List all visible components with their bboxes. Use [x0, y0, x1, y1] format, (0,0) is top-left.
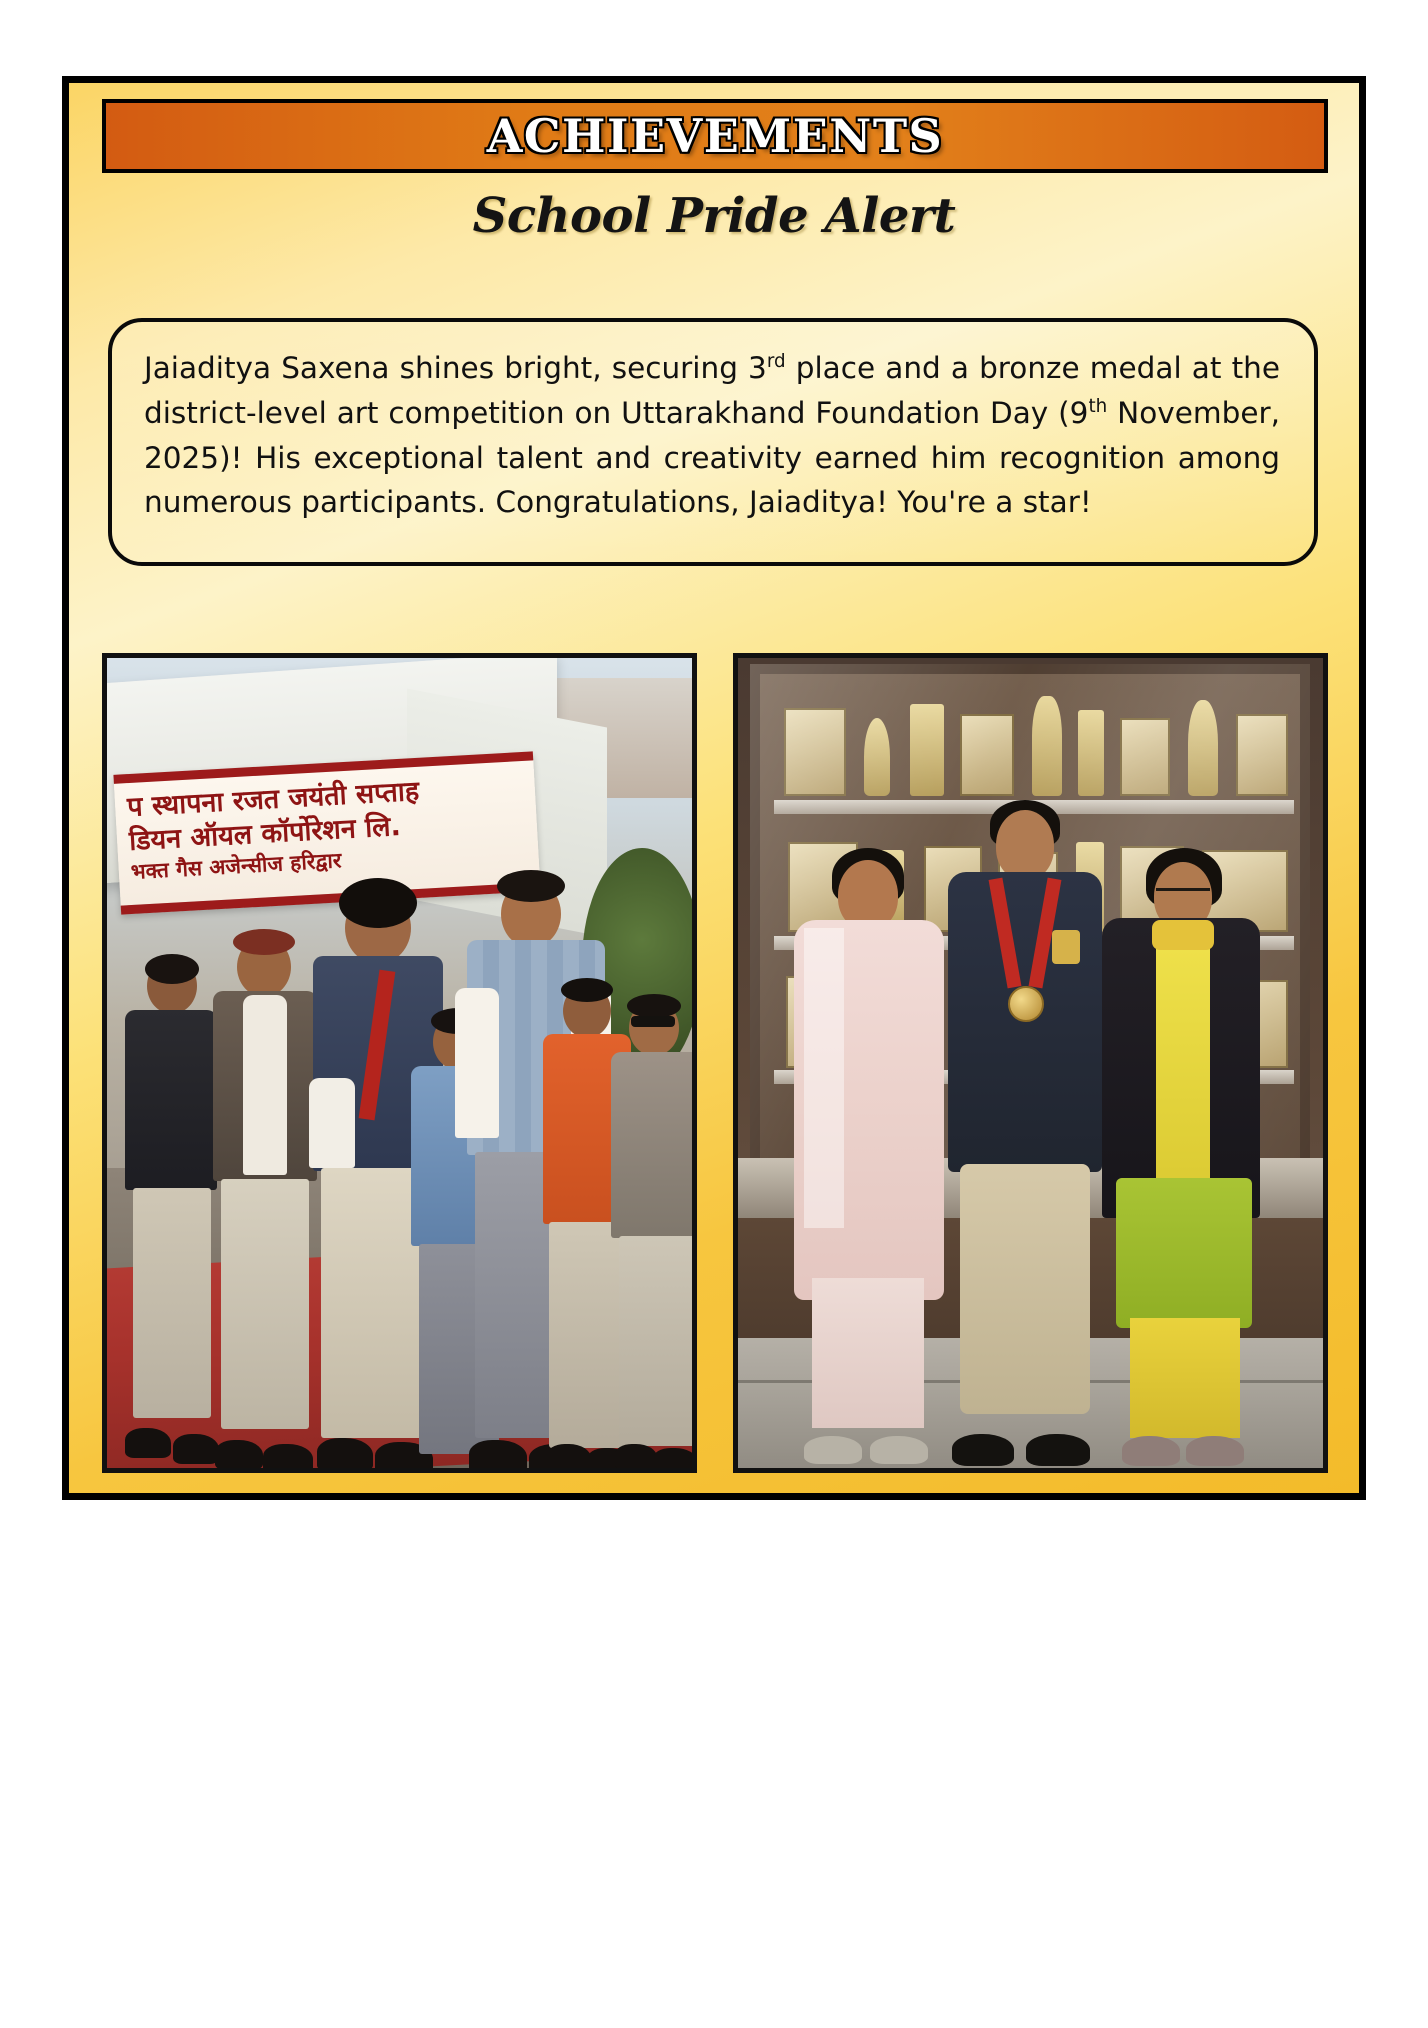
- award-plaque: [960, 714, 1014, 796]
- teacher-right-scarf: [1152, 920, 1214, 950]
- banner: [102, 99, 1328, 173]
- award-plaque: [1236, 714, 1288, 796]
- person-hair: [627, 994, 681, 1018]
- event-banner-line-2: डियन ऑयल कॉर्पोरेशन लि.: [128, 810, 402, 857]
- ordinal-suffix-3rd: rd: [766, 351, 786, 373]
- teacher-right-trousers: [1130, 1318, 1240, 1438]
- body-seg-3: November, 2025)! His exceptional talent and creativity earned him recognition among numerous participants. Congratulations, Jaiaditya! You're a star!: [144, 395, 1281, 520]
- teacher-right: [1090, 848, 1275, 1468]
- student-head: [996, 810, 1054, 880]
- award-plaque: [1120, 718, 1170, 796]
- ordinal-suffix-9th: th: [1088, 396, 1108, 417]
- person-shirt: [243, 995, 287, 1175]
- student-hair: [339, 878, 417, 928]
- teacher-left: [778, 848, 958, 1468]
- student-jacket: [948, 872, 1102, 1172]
- trophy: [1032, 696, 1062, 796]
- teacher-left-sandal-right: [870, 1436, 928, 1464]
- subtitle: School Pride Alert: [472, 188, 956, 244]
- crowd-group: [107, 888, 692, 1473]
- student-trousers: [960, 1164, 1090, 1414]
- teacher-right-kurta-lower: [1116, 1178, 1252, 1328]
- crowd-person: [607, 998, 697, 1473]
- person-legs: [221, 1179, 309, 1429]
- event-banner-line-1: प स्थापना रजत जयंती सप्ताह: [126, 775, 420, 824]
- person-hair: [561, 978, 613, 1002]
- trophy: [1078, 710, 1104, 796]
- person-shoe-left: [547, 1444, 591, 1472]
- guest-shoe-left: [469, 1440, 527, 1473]
- sunglasses-icon: [631, 1016, 675, 1027]
- body-seg-1: Jaiaditya Saxena shines bright, securing 3: [144, 351, 767, 385]
- eyeglasses-icon: [1156, 888, 1210, 900]
- page-title: ACHIEVEMENTS: [486, 109, 944, 163]
- guest-hair: [497, 870, 565, 902]
- teacher-left-dupatta: [804, 928, 844, 1228]
- teacher-right-shoe-left: [1122, 1436, 1180, 1466]
- body-seg-2: place and a bronze medal at the district-level art competition on Uttarakhand Foundation Day (9: [144, 351, 1280, 430]
- person-shoe-right: [653, 1448, 697, 1473]
- person-cap: [233, 929, 295, 955]
- achievements-poster: [62, 76, 1366, 1500]
- student-shoe-left: [952, 1434, 1014, 1466]
- event-banner-line-3: भक्त गैस अजेन्सीज हरिद्वार: [130, 847, 343, 884]
- trophy-cabinet-group-photo: [733, 653, 1328, 1473]
- person-hair: [145, 954, 199, 984]
- student-centre: [934, 800, 1114, 1468]
- student-shirt-sleeve: [309, 1078, 355, 1168]
- student-shoe-left: [317, 1438, 373, 1472]
- body-callout: [108, 318, 1318, 566]
- bronze-medal: [1008, 986, 1044, 1022]
- school-badge: [1052, 930, 1080, 964]
- student-shoe-right: [1026, 1434, 1090, 1466]
- trophy: [864, 718, 890, 796]
- photo-row: [102, 653, 1328, 1473]
- teacher-right-top: [1156, 936, 1210, 1186]
- body-text: [144, 346, 1280, 525]
- teacher-left-trousers: [812, 1278, 924, 1428]
- teacher-right-shoe-right: [1186, 1436, 1244, 1466]
- trophy: [1188, 700, 1218, 796]
- person-shoe-left: [215, 1440, 263, 1470]
- person-vest: [611, 1052, 697, 1238]
- teacher-left-sandal-left: [804, 1436, 862, 1464]
- trophy: [910, 704, 944, 796]
- person-shoe-left: [615, 1444, 657, 1470]
- guest-shirt: [455, 988, 499, 1138]
- person-shoe-left: [125, 1428, 171, 1458]
- award-plaque: [784, 708, 846, 796]
- person-legs: [133, 1188, 211, 1418]
- outdoor-award-ceremony-photo: [102, 653, 697, 1473]
- person-legs: [619, 1236, 695, 1446]
